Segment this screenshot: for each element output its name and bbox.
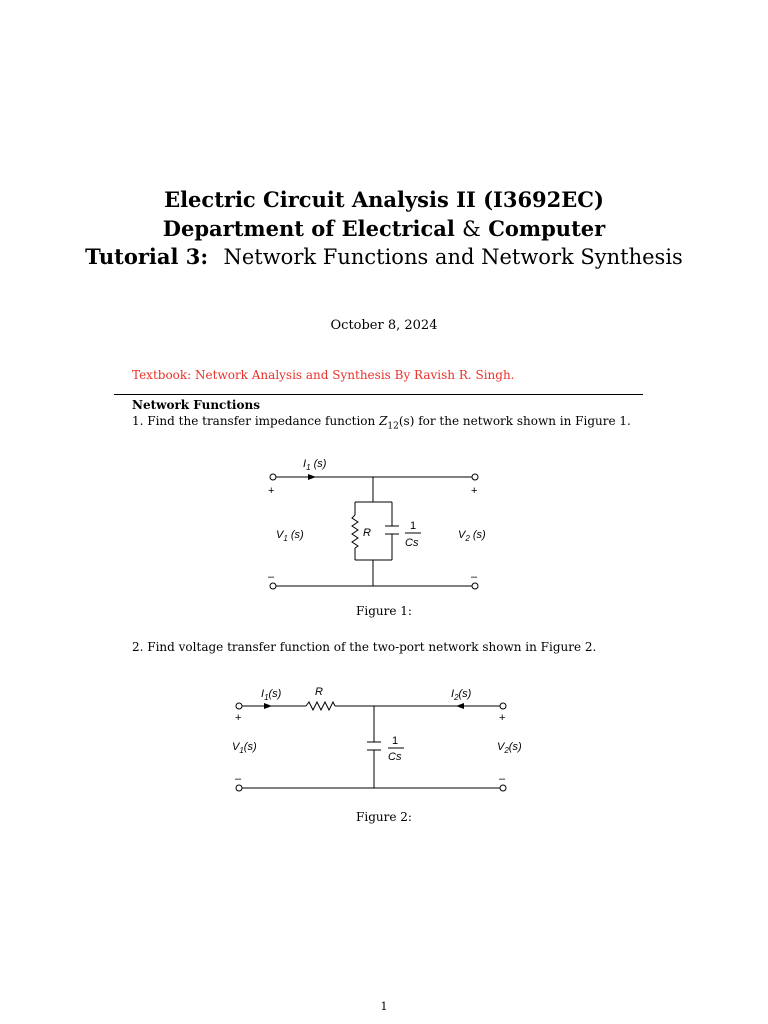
course-title-text: Electric Circuit Analysis II (I3692EC) (164, 187, 604, 212)
department-suffix: Computer (488, 216, 606, 241)
textbook-reference: Textbook: Network Analysis and Synthesis By Ravish R. Singh. (132, 368, 515, 382)
fig2-resistor-label: R (315, 686, 323, 698)
ampersand: & (462, 217, 481, 241)
fig2-terminal-out-bottom (500, 785, 506, 791)
fig1-cap-numerator: 1 (410, 520, 417, 532)
tutorial-topic: Network Functions and Network Synthesis (223, 245, 683, 269)
question-1-prefix: 1. Find the transfer impedance function (132, 414, 380, 428)
fig1-minus-right: – (471, 571, 478, 583)
page-number: 1 (380, 1000, 388, 1013)
fig1-v2-label: $V_2$ (s) (458, 529, 486, 543)
fig2-v1-label: $V_1(s)$ (232, 741, 257, 755)
fig2-i2-arrow-icon (456, 703, 464, 709)
fig2-i1-label: $I_1(s)$ (261, 688, 282, 702)
question-1-symbol: Z (379, 414, 388, 428)
fig2-cap-denominator: Cs (388, 751, 402, 763)
fig1-plus-left: + (268, 485, 275, 497)
terminal-in-bottom (270, 583, 276, 589)
fig2-i1-arrow-icon (264, 703, 272, 709)
fig2-plus-right: + (499, 712, 506, 724)
figure-2-caption: Figure 2: (356, 810, 412, 824)
fig2-minus-right: – (499, 773, 506, 785)
fig2-cap-numerator: 1 (392, 735, 399, 747)
section-title: Network Functions (132, 398, 260, 412)
question-1-subscript: 12 (387, 421, 399, 432)
terminal-out-top (472, 474, 478, 480)
fig1-cap-denominator: Cs (405, 537, 419, 549)
terminal-out-bottom (472, 583, 478, 589)
fig2-terminal-out-top (500, 703, 506, 709)
question-1-suffix: for the network shown in Figure 1. (414, 414, 631, 428)
question-1-arg: (s) (398, 414, 415, 428)
terminal-in-top (270, 474, 276, 480)
fig1-resistor-label: R (363, 527, 371, 539)
fig2-i2-label: $I_2(s)$ (451, 688, 472, 702)
fig1-v1-label: $V_1$ (s) (276, 529, 304, 543)
department-prefix: Department of Electrical (162, 216, 455, 241)
figure-1-caption: Figure 1: (356, 604, 412, 618)
fig1-i1-label: $I_1$ (s) (303, 458, 327, 472)
fig1-minus-left: – (268, 571, 275, 583)
fig1-plus-right: + (471, 485, 478, 497)
fig2-terminal-in-bottom (236, 785, 242, 791)
fig2-minus-left: – (235, 773, 242, 785)
question-2: 2. Find voltage transfer function of the two-port network shown in Figure 2. (132, 640, 597, 654)
fig2-v2-label: $V_2(s)$ (497, 741, 522, 755)
document-date: October 8, 2024 (330, 318, 438, 333)
fig2-plus-left: + (235, 712, 242, 724)
fig2-terminal-in-top (236, 703, 242, 709)
current-arrow-icon (308, 474, 316, 480)
tutorial-label: Tutorial 3: (85, 244, 209, 269)
